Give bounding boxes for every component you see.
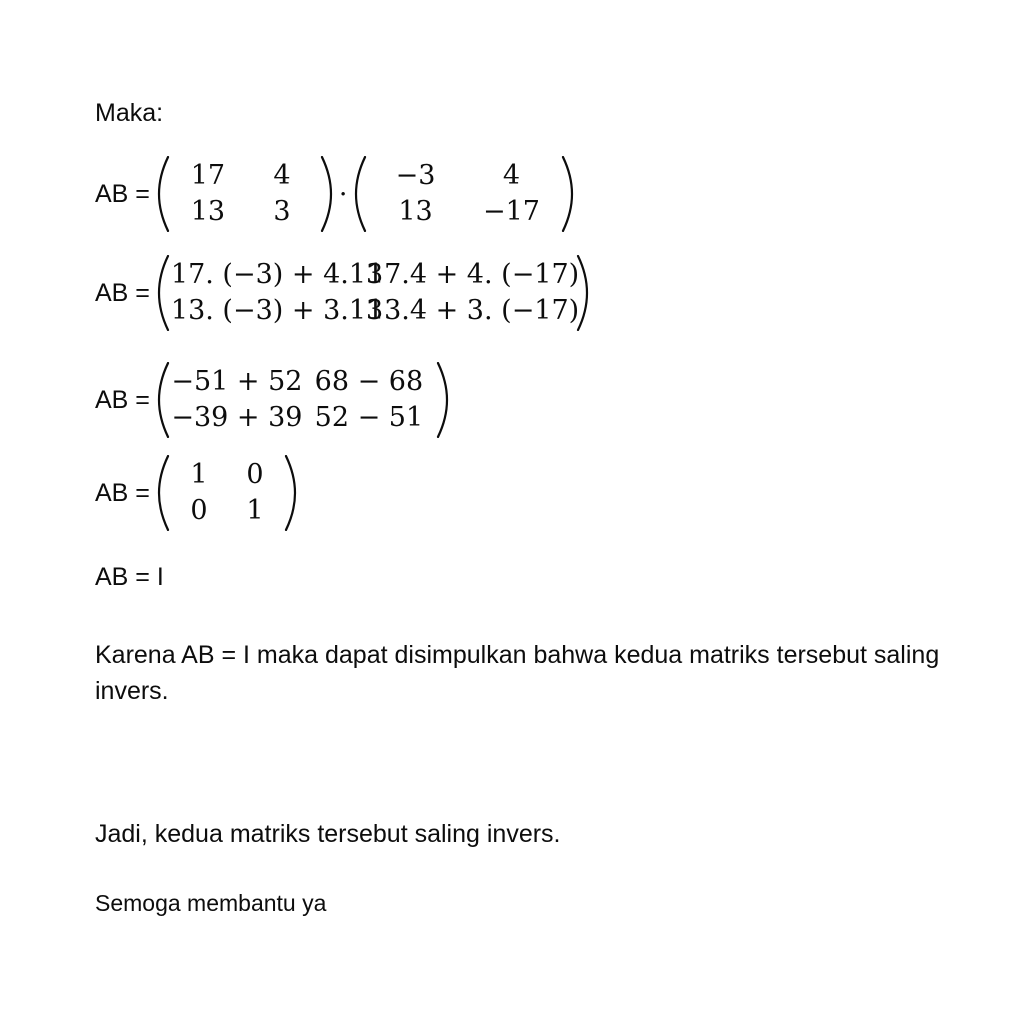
- matrix-cell: 13.4 + 3. (−17): [366, 295, 580, 326]
- matrix-row: [171, 493, 283, 529]
- matrix-cell: −17: [483, 196, 540, 227]
- matrix-a: [156, 156, 334, 232]
- right-paren-icon: [320, 156, 334, 232]
- left-paren-icon: [156, 156, 170, 232]
- matrix-cell: 1: [246, 495, 264, 526]
- left-paren-icon: [156, 255, 170, 331]
- matrix-row: [171, 158, 319, 194]
- matrix-row: [368, 194, 560, 230]
- matrix-cell: 4: [273, 160, 291, 191]
- matrix-row: [171, 194, 319, 230]
- matrix-cell: 4: [502, 160, 521, 191]
- result-line: AB = I: [95, 563, 164, 591]
- equation-sums: [95, 366, 450, 434]
- matrix-row: [171, 364, 435, 400]
- right-paren-icon: [561, 156, 575, 232]
- left-paren-icon: [353, 156, 367, 232]
- matrix-b: [353, 156, 575, 232]
- matrix-cell: 13. (−3) + 3.13: [170, 295, 384, 326]
- matrix-cell: 3: [273, 196, 291, 227]
- equation-label: AB =: [95, 385, 150, 414]
- matrix-identity: [156, 455, 298, 531]
- matrix-cell: 17. (−3) + 4.13: [170, 259, 384, 290]
- matrix-a-body: [170, 156, 320, 232]
- right-paren-icon: [436, 362, 450, 438]
- matrix-row: [170, 293, 580, 329]
- matrix-row: [171, 400, 435, 436]
- equation-label: AB =: [95, 278, 150, 307]
- matrix-b-body: [367, 156, 561, 232]
- conclusion-paragraph: Karena AB = I maka dapat disimpulkan bahwa kedua matriks tersebut saling invers.: [95, 641, 940, 705]
- closing-line: Semoga membantu ya: [95, 890, 327, 916]
- right-paren-icon: [284, 455, 298, 531]
- matrix-sums-body: [170, 362, 436, 438]
- matrix-cell: 52 − 51: [314, 402, 424, 433]
- matrix-cell: 17.4 + 4. (−17): [366, 259, 580, 290]
- equation-product-setup: [95, 160, 575, 228]
- matrix-expanded-body: [170, 255, 580, 331]
- equation-identity: [95, 459, 298, 527]
- matrix-expanded: [156, 255, 590, 331]
- matrix-cell: 68 − 68: [314, 366, 424, 397]
- right-paren-icon: [576, 255, 590, 331]
- left-paren-icon: [156, 455, 170, 531]
- matrix-row: [368, 158, 560, 194]
- matrix-sums: [156, 362, 450, 438]
- matrix-cell: 13: [190, 196, 226, 227]
- equation-expanded: [95, 256, 590, 330]
- final-statement: Jadi, kedua matriks tersebut saling invers.: [95, 820, 561, 848]
- matrix-cell: 17: [190, 160, 226, 191]
- multiplication-dot-icon: ·: [338, 178, 348, 210]
- matrix-cell: 13: [398, 196, 433, 227]
- matrix-cell: −3: [395, 160, 436, 191]
- equation-label: AB =: [95, 179, 150, 208]
- matrix-cell: 0: [246, 459, 264, 490]
- matrix-row: [170, 257, 580, 293]
- matrix-cell: −51 + 52: [171, 366, 303, 397]
- heading-maka: Maka:: [95, 99, 164, 127]
- matrix-cell: 1: [190, 459, 208, 490]
- matrix-cell: −39 + 39: [171, 402, 303, 433]
- matrix-cell: 0: [190, 495, 208, 526]
- matrix-identity-body: [170, 455, 284, 531]
- matrix-row: [171, 457, 283, 493]
- equation-label: AB =: [95, 478, 150, 507]
- left-paren-icon: [156, 362, 170, 438]
